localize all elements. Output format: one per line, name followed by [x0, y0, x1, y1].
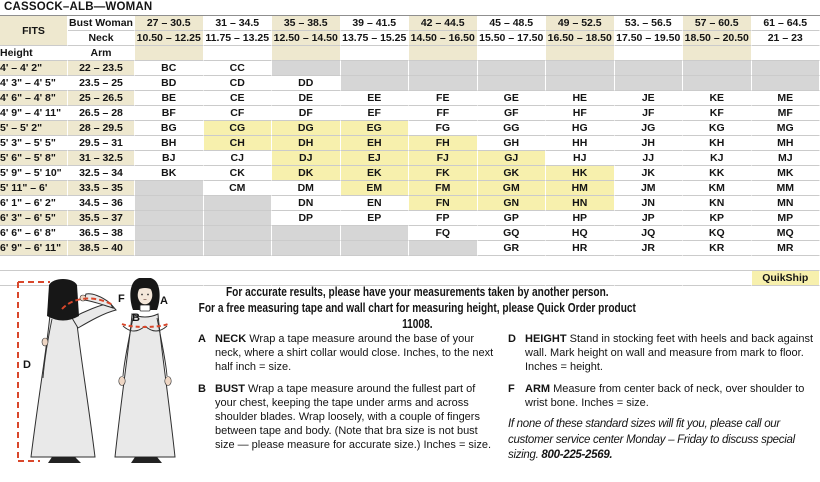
size-cell: MM: [752, 181, 820, 196]
table-row: [0, 196, 820, 211]
size-cell: EG: [341, 121, 410, 136]
size-cell: HJ: [546, 151, 615, 166]
shoes: [48, 457, 81, 463]
size-cell: DE: [272, 91, 341, 106]
size-cell: HP: [546, 211, 615, 226]
instruction-term: HEIGHT: [525, 333, 567, 345]
height-cell: 5' 6" – 5' 8": [0, 151, 68, 166]
size-cell: FP: [409, 211, 478, 226]
size-cell: BJ: [135, 151, 204, 166]
size-cell: [409, 241, 478, 256]
header-empty-cell: [204, 46, 273, 61]
size-cell: CH: [204, 136, 273, 151]
back-view-figure: [31, 279, 116, 463]
size-cell: [135, 241, 204, 256]
size-cell: HE: [546, 91, 615, 106]
size-cell: FJ: [409, 151, 478, 166]
instruction-item: [198, 383, 496, 452]
size-cell: HM: [546, 181, 615, 196]
size-cell: CM: [204, 181, 273, 196]
size-cell: [272, 61, 341, 76]
table-row: [0, 121, 820, 136]
table-row: [0, 106, 820, 121]
cassock-figure-illustration: [0, 278, 196, 482]
table-row: [0, 76, 820, 91]
size-cell: BF: [135, 106, 204, 121]
size-cell: DG: [272, 121, 341, 136]
size-cell: [409, 76, 478, 91]
size-cell: JQ: [615, 226, 684, 241]
neck-range-cell: 21 – 23: [752, 31, 820, 46]
eye: [147, 294, 149, 296]
size-cell: CG: [204, 121, 273, 136]
row-spacer: [0, 256, 820, 271]
size-cell: EF: [341, 106, 410, 121]
instruction-body: ARM Measure from center back of neck, over shoulder to wrist bone. Inches = size.: [525, 383, 805, 410]
arm-cell: 33.5 – 35: [68, 181, 135, 196]
size-cell: [341, 76, 410, 91]
size-cell: CE: [204, 91, 273, 106]
size-cell: JJ: [615, 151, 684, 166]
header-empty-cell: [683, 46, 752, 61]
height-cell: 4' – 4' 2": [0, 61, 68, 76]
size-cell: MF: [752, 106, 820, 121]
instruction-letter: D: [508, 333, 516, 345]
size-cell: [341, 241, 410, 256]
header-empty-cell: [752, 46, 820, 61]
neck-range-cell: 16.50 – 18.50: [546, 31, 615, 46]
size-cell: BG: [135, 121, 204, 136]
size-cell: GE: [478, 91, 547, 106]
size-cell: MR: [752, 241, 820, 256]
figure-label-neck: A: [160, 295, 168, 307]
size-cell: CD: [204, 76, 273, 91]
size-cell: JR: [615, 241, 684, 256]
size-cell: DM: [272, 181, 341, 196]
neck-range-cell: 15.50 – 17.50: [478, 31, 547, 46]
instruction-body: BUST Wrap a tape measure around the fullest part of your chest, keeping the tape under arms and across shoulder blades. Wrap loosely, with a couple of fingers between tape and body. (Note that bra size is not bust size — please measure for accurate size.) Inches = size.: [215, 383, 492, 451]
quickship-row-empty-cell: [683, 271, 752, 286]
size-cell: DF: [272, 106, 341, 121]
size-cell: MJ: [752, 151, 820, 166]
size-cell: MQ: [752, 226, 820, 241]
size-cell: [683, 61, 752, 76]
neck-range-cell: 14.50 – 16.50: [409, 31, 478, 46]
instruction-item: [198, 333, 496, 374]
size-cell: CC: [204, 61, 273, 76]
size-cell: [204, 196, 273, 211]
size-cell: KE: [683, 91, 752, 106]
size-cell: [409, 61, 478, 76]
figure-label-bust: B: [132, 312, 140, 324]
size-cell: BE: [135, 91, 204, 106]
height-cell: 4' 9" – 4' 11": [0, 106, 68, 121]
size-cell: KK: [683, 166, 752, 181]
size-cell: HG: [546, 121, 615, 136]
figure-label-arm: F: [118, 293, 125, 305]
size-cell: KP: [683, 211, 752, 226]
hand: [42, 338, 48, 346]
header-empty-cell: [409, 46, 478, 61]
size-cell: GP: [478, 211, 547, 226]
size-cell: EP: [341, 211, 410, 226]
size-cell: FQ: [409, 226, 478, 241]
size-cell: FG: [409, 121, 478, 136]
size-cell: BK: [135, 166, 204, 181]
size-cell: EH: [341, 136, 410, 151]
eye: [141, 294, 143, 296]
table-row: [0, 241, 820, 256]
size-cell: FK: [409, 166, 478, 181]
size-cell: JP: [615, 211, 684, 226]
header-empty-cell: [341, 46, 410, 61]
arm-cell: 23.5 – 25: [68, 76, 135, 91]
intro-text: [195, 284, 640, 332]
header-empty-cell: [272, 46, 341, 61]
hand: [119, 377, 125, 386]
size-cell: GR: [478, 241, 547, 256]
height-cell: 6' 9" – 6' 11": [0, 241, 68, 256]
arm-cell: 35.5 – 37: [68, 211, 135, 226]
instructions-left-column: [198, 333, 496, 461]
size-cell: GQ: [478, 226, 547, 241]
intro-line-2: For a free measuring tape and wall chart for measuring height, please Quick Order product 11008.: [198, 300, 636, 331]
hair-back: [47, 279, 79, 321]
size-cell: MH: [752, 136, 820, 151]
size-cell: [135, 211, 204, 226]
size-cell: [752, 61, 820, 76]
page-title: CASSOCK–ALB—WOMAN: [0, 0, 820, 16]
size-cell: DH: [272, 136, 341, 151]
size-table: [0, 16, 820, 286]
shoes: [131, 457, 162, 463]
size-cell: DJ: [272, 151, 341, 166]
bust-range-cell: 35 – 38.5: [272, 16, 341, 31]
bust-range-cell: 31 – 34.5: [204, 16, 273, 31]
intro-line-1: For accurate results, please have your measurements taken by another person.: [225, 284, 609, 299]
size-cell: GN: [478, 196, 547, 211]
height-col-label: Height: [0, 46, 68, 61]
bust-range-cell: 39 – 41.5: [341, 16, 410, 31]
size-cell: FH: [409, 136, 478, 151]
quickship-badge: QuikShip: [752, 271, 820, 286]
size-cell: [615, 76, 684, 91]
instruction-letter: F: [508, 383, 515, 396]
size-cell: GM: [478, 181, 547, 196]
header-empty-cell: [546, 46, 615, 61]
size-cell: JE: [615, 91, 684, 106]
neck-range-cell: 10.50 – 12.25: [135, 31, 204, 46]
bust-range-cell: 42 – 44.5: [409, 16, 478, 31]
arm-cell: 31 – 32.5: [68, 151, 135, 166]
arm-cell: 25 – 26.5: [68, 91, 135, 106]
size-cell: CJ: [204, 151, 273, 166]
size-cell: KH: [683, 136, 752, 151]
size-cell: KF: [683, 106, 752, 121]
size-cell: HR: [546, 241, 615, 256]
size-cell: GK: [478, 166, 547, 181]
size-cell: MP: [752, 211, 820, 226]
neck-range-cell: 12.50 – 14.50: [272, 31, 341, 46]
table-row: [0, 136, 820, 151]
instruction-body: HEIGHT Stand in stocking feet with heels and back against wall. Mark height on wall and measure from mark to floor. Inches = height.: [525, 333, 813, 373]
size-cell: GH: [478, 136, 547, 151]
size-cell: JG: [615, 121, 684, 136]
height-cell: 5' – 5' 2": [0, 121, 68, 136]
size-cell: [683, 76, 752, 91]
size-cell: KM: [683, 181, 752, 196]
size-cell: FF: [409, 106, 478, 121]
size-cell: EJ: [341, 151, 410, 166]
bust-row-label: Bust Woman: [68, 16, 135, 31]
table-row: [0, 226, 820, 241]
fits-label: FITS: [0, 16, 68, 46]
size-cell: [204, 211, 273, 226]
size-cell: [272, 241, 341, 256]
size-cell: JN: [615, 196, 684, 211]
size-cell: DP: [272, 211, 341, 226]
height-cell: 6' 1" – 6' 2": [0, 196, 68, 211]
note-phone: 800-225-2569.: [541, 449, 613, 461]
size-cell: [272, 226, 341, 241]
instruction-term: BUST: [215, 383, 245, 396]
arm-col-label: Arm: [68, 46, 135, 61]
size-cell: GJ: [478, 151, 547, 166]
table-row: [0, 61, 820, 76]
neck-range-cell: 13.75 – 15.25: [341, 31, 410, 46]
instruction-term: NECK: [215, 333, 247, 345]
size-cell: DD: [272, 76, 341, 91]
bust-range-cell: 57 – 60.5: [683, 16, 752, 31]
header-empty-cell: [615, 46, 684, 61]
instructions-right-column: [508, 333, 814, 420]
size-cell: HH: [546, 136, 615, 151]
size-cell: KQ: [683, 226, 752, 241]
size-cell: EE: [341, 91, 410, 106]
size-cell: EK: [341, 166, 410, 181]
size-cell: ME: [752, 91, 820, 106]
arm-cell: 28 – 29.5: [68, 121, 135, 136]
size-cell: CF: [204, 106, 273, 121]
neck-range-cell: 17.50 – 19.50: [615, 31, 684, 46]
size-cell: [546, 61, 615, 76]
measurement-figure: [0, 278, 196, 482]
hand: [165, 377, 171, 386]
size-cell: JM: [615, 181, 684, 196]
size-cell: GG: [478, 121, 547, 136]
table-row: [0, 181, 820, 196]
arm-cell: 26.5 – 28: [68, 106, 135, 121]
size-cell: [204, 241, 273, 256]
bust-range-cell: 27 – 30.5: [135, 16, 204, 31]
instruction-item: [508, 333, 814, 374]
size-cell: HN: [546, 196, 615, 211]
size-cell: FN: [409, 196, 478, 211]
collar: [140, 305, 150, 311]
height-cell: 6' 3" – 6' 5": [0, 211, 68, 226]
size-cell: KG: [683, 121, 752, 136]
instruction-body: NECK Wrap a tape measure around the base of your neck, where a shirt collar would close. Inches, to the next half inch = size.: [215, 333, 494, 373]
size-cell: BD: [135, 76, 204, 91]
arm-cell: 32.5 – 34: [68, 166, 135, 181]
size-cell: DN: [272, 196, 341, 211]
size-cell: CK: [204, 166, 273, 181]
instruction-item: [508, 383, 814, 411]
size-cell: FM: [409, 181, 478, 196]
bust-range-cell: 61 – 64.5: [752, 16, 820, 31]
size-cell: BH: [135, 136, 204, 151]
size-cell: FE: [409, 91, 478, 106]
size-cell: EM: [341, 181, 410, 196]
figure-label-height: D: [23, 359, 31, 371]
note-text: If none of these standard sizes will fit you, please call our customer service center Monday – Friday to discuss special sizing.: [508, 418, 795, 461]
size-cell: KR: [683, 241, 752, 256]
size-cell: DK: [272, 166, 341, 181]
bust-range-cell: 53. – 56.5: [615, 16, 684, 31]
height-cell: 5' 9" – 5' 10": [0, 166, 68, 181]
size-cell: EN: [341, 196, 410, 211]
neck-range-cell: 18.50 – 20.50: [683, 31, 752, 46]
size-cell: [135, 226, 204, 241]
size-cell: [341, 61, 410, 76]
instruction-letter: B: [198, 383, 206, 396]
size-cell: [135, 181, 204, 196]
size-cell: KN: [683, 196, 752, 211]
arm-cell: 36.5 – 38: [68, 226, 135, 241]
size-cell: [478, 61, 547, 76]
bust-range-cell: 49 – 52.5: [546, 16, 615, 31]
height-cell: 5' 3" – 5' 5": [0, 136, 68, 151]
instruction-term: ARM: [525, 383, 551, 396]
header-empty-cell: [478, 46, 547, 61]
table-row: [0, 211, 820, 226]
size-cell: HQ: [546, 226, 615, 241]
size-cell: HF: [546, 106, 615, 121]
arm-cell: 29.5 – 31: [68, 136, 135, 151]
size-cell: JF: [615, 106, 684, 121]
height-cell: 6' 6" – 6' 8": [0, 226, 68, 241]
size-cell: KJ: [683, 151, 752, 166]
neck-range-cell: 11.75 – 13.25: [204, 31, 273, 46]
size-cell: BC: [135, 61, 204, 76]
bust-range-cell: 45 – 48.5: [478, 16, 547, 31]
height-cell: 4' 3" – 4' 5": [0, 76, 68, 91]
height-cell: 5' 11" – 6': [0, 181, 68, 196]
size-cell: MG: [752, 121, 820, 136]
arm-cell: 22 – 23.5: [68, 61, 135, 76]
size-cell: [478, 76, 547, 91]
size-cell: HK: [546, 166, 615, 181]
size-cell: [546, 76, 615, 91]
instruction-letter: A: [198, 333, 206, 345]
header-empty-cell: [135, 46, 204, 61]
size-cell: [341, 226, 410, 241]
arm-cell: 34.5 – 36: [68, 196, 135, 211]
size-cell: [204, 226, 273, 241]
size-cell: MK: [752, 166, 820, 181]
size-cell: [615, 61, 684, 76]
size-cell: [752, 76, 820, 91]
size-cell: JK: [615, 166, 684, 181]
special-sizing-note: [508, 417, 820, 464]
table-row: [0, 151, 820, 166]
neck-row-label: Neck: [68, 31, 135, 46]
size-cell: JH: [615, 136, 684, 151]
size-cell: GF: [478, 106, 547, 121]
table-row: [0, 166, 820, 181]
height-cell: 4' 6" – 4' 8": [0, 91, 68, 106]
arm-cell: 38.5 – 40: [68, 241, 135, 256]
size-cell: MN: [752, 196, 820, 211]
table-row: [0, 91, 820, 106]
size-cell: [135, 196, 204, 211]
